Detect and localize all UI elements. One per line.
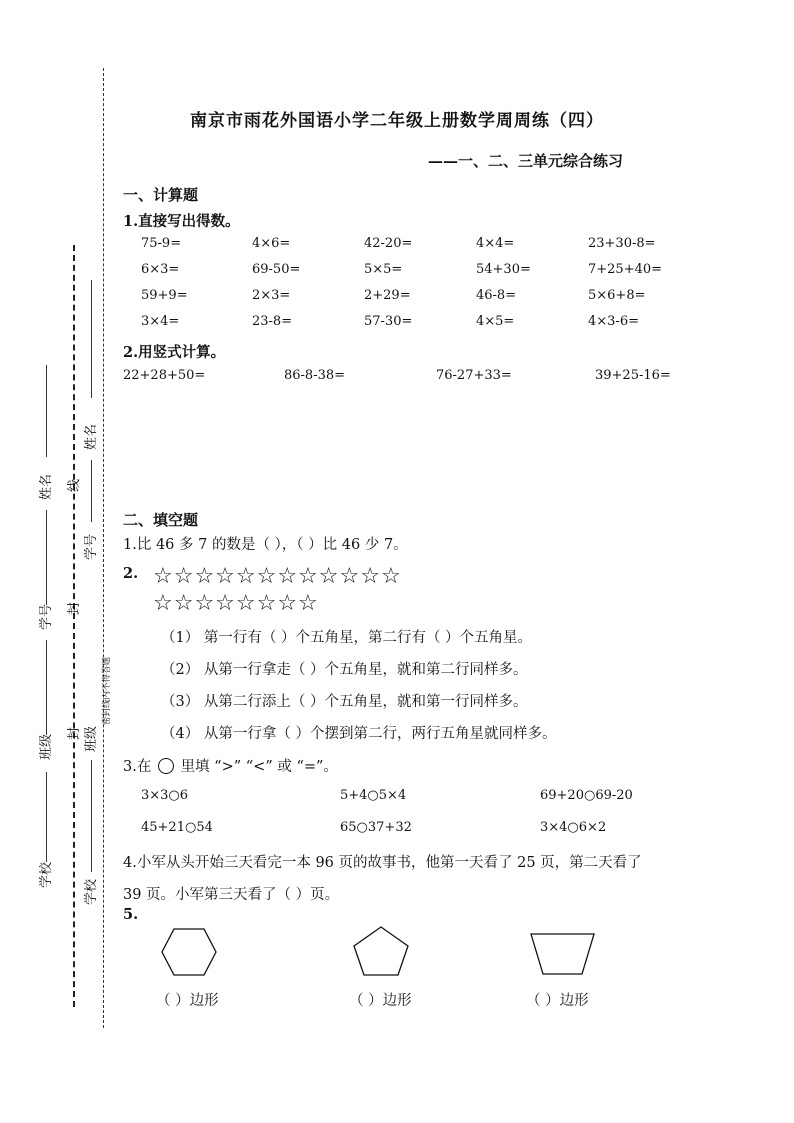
section1-q1-label: 1.直接写出得数。 <box>123 213 240 230</box>
calc-cell: 2+29= <box>364 288 411 303</box>
cut-line <box>103 68 104 1028</box>
q3-suffix: 里填 “>” “<” 或 “=”。 <box>180 759 338 775</box>
compare-cell: 45+21○54 <box>141 820 213 835</box>
label-line: 线 <box>67 478 82 492</box>
label-school-2: 学校 <box>84 878 99 905</box>
vertical-calc-item: 76-27+33= <box>436 368 512 383</box>
label-class: 班级 <box>39 733 54 760</box>
label-school: 学校 <box>39 861 54 888</box>
section2-q1: 1.比 46 多 7 的数是（ ），（ ）比 46 少 7。 <box>123 537 408 553</box>
compare-cell: 5+4○5×4 <box>340 788 407 803</box>
section2-q5-label: 5. <box>123 906 139 923</box>
q2-sub-3: （3） 从第二行添上（ ）个五角星，就和第一行同样多。 <box>161 694 528 710</box>
calc-cell: 5×6+8= <box>588 288 646 303</box>
section2-heading: 二、填空题 <box>123 511 199 529</box>
calc-cell: 4×3-6= <box>588 314 639 329</box>
underline-class <box>46 640 47 735</box>
section2-q4-line2: 39 页。小军第三天看了（ ）页。 <box>123 887 340 903</box>
trapezoid-shape <box>528 930 598 978</box>
calc-cell: 5×5= <box>364 262 403 277</box>
hexagon-shape <box>158 926 220 978</box>
vertical-calc-item: 22+28+50= <box>123 368 206 383</box>
calc-cell: 4×6= <box>252 236 291 251</box>
circle-icon <box>158 758 174 774</box>
underline-name-2 <box>91 280 92 398</box>
section1-heading: 一、计算题 <box>123 186 199 204</box>
q2-sub-2: （2） 从第一行拿走（ ）个五角星，就和第二行同样多。 <box>161 662 528 678</box>
calc-cell: 69-50= <box>252 262 301 277</box>
section2-q4-line1: 4.小军从头开始三天看完一本 96 页的故事书，他第一天看了 25 页，第二天看了 <box>123 855 642 871</box>
label-class-2: 班级 <box>84 725 99 752</box>
q3-prefix: 3.在 <box>123 759 152 775</box>
calc-cell: 23-8= <box>252 314 293 329</box>
calc-cell: 6×3= <box>141 262 180 277</box>
vertical-calc-item: 86-8-38= <box>284 368 346 383</box>
calc-cell: 75-9= <box>141 236 182 251</box>
calc-cell: 23+30-8= <box>588 236 656 251</box>
underline-student-id <box>46 510 47 605</box>
shape-answer-2: （ ）边形 <box>349 993 412 1009</box>
shape-answer-3: （ ）边形 <box>526 993 589 1009</box>
section2-q2-number: 2. <box>123 565 139 582</box>
calc-cell: 7+25+40= <box>588 262 663 277</box>
pentagon-shape <box>350 924 412 978</box>
compare-cell: 69+20○69-20 <box>540 788 633 803</box>
label-seal-2: 封 <box>67 726 82 740</box>
label-seal: 封 <box>67 601 82 615</box>
q2-sub-1: （1） 第一行有（ ）个五角星，第二行有（ ）个五角星。 <box>161 630 533 646</box>
page-subtitle: ——一、二、三单元综合练习 <box>428 152 624 170</box>
compare-cell: 65○37+32 <box>340 820 412 835</box>
underline-school <box>46 772 47 862</box>
section2-q3 <box>123 755 338 776</box>
calc-cell: 42-20= <box>364 236 413 251</box>
label-name: 姓名 <box>39 473 54 500</box>
vertical-calc-item: 39+25-16= <box>595 368 671 383</box>
calc-cell: 4×4= <box>476 236 515 251</box>
stars-row-2: ☆☆☆☆☆☆☆☆ <box>153 591 319 616</box>
section1-q2-label: 2.用竖式计算。 <box>123 344 226 361</box>
calc-cell: 46-8= <box>476 288 517 303</box>
calc-cell: 54+30= <box>476 262 531 277</box>
label-student-id: 学号 <box>39 603 54 630</box>
label-student-id-2: 学号 <box>84 533 99 560</box>
q2-sub-4: （4） 从第一行拿（ ）个摆到第二行，两行五角星就同样多。 <box>161 726 557 742</box>
underline-name <box>46 365 47 457</box>
calc-cell: 57-30= <box>364 314 413 329</box>
page-title: 南京市雨花外国语小学二年级上册数学周周练（四） <box>190 111 604 131</box>
shape-answer-1: （ ）边形 <box>156 993 219 1009</box>
calc-cell: 3×4= <box>141 314 180 329</box>
calc-cell: 4×5= <box>476 314 515 329</box>
seal-line <box>73 245 75 1007</box>
calc-cell: 2×3= <box>252 288 291 303</box>
seal-note: 密封线内不得答题 <box>102 656 112 725</box>
compare-cell: 3×4○6×2 <box>540 820 607 835</box>
stars-row-1: ☆☆☆☆☆☆☆☆☆☆☆☆ <box>153 564 402 589</box>
compare-cell: 3×3○6 <box>141 788 189 803</box>
label-name-2: 姓名 <box>84 423 99 450</box>
calc-cell: 59+9= <box>141 288 188 303</box>
underline-student-id-2 <box>91 460 92 522</box>
underline-school-2 <box>91 760 92 872</box>
